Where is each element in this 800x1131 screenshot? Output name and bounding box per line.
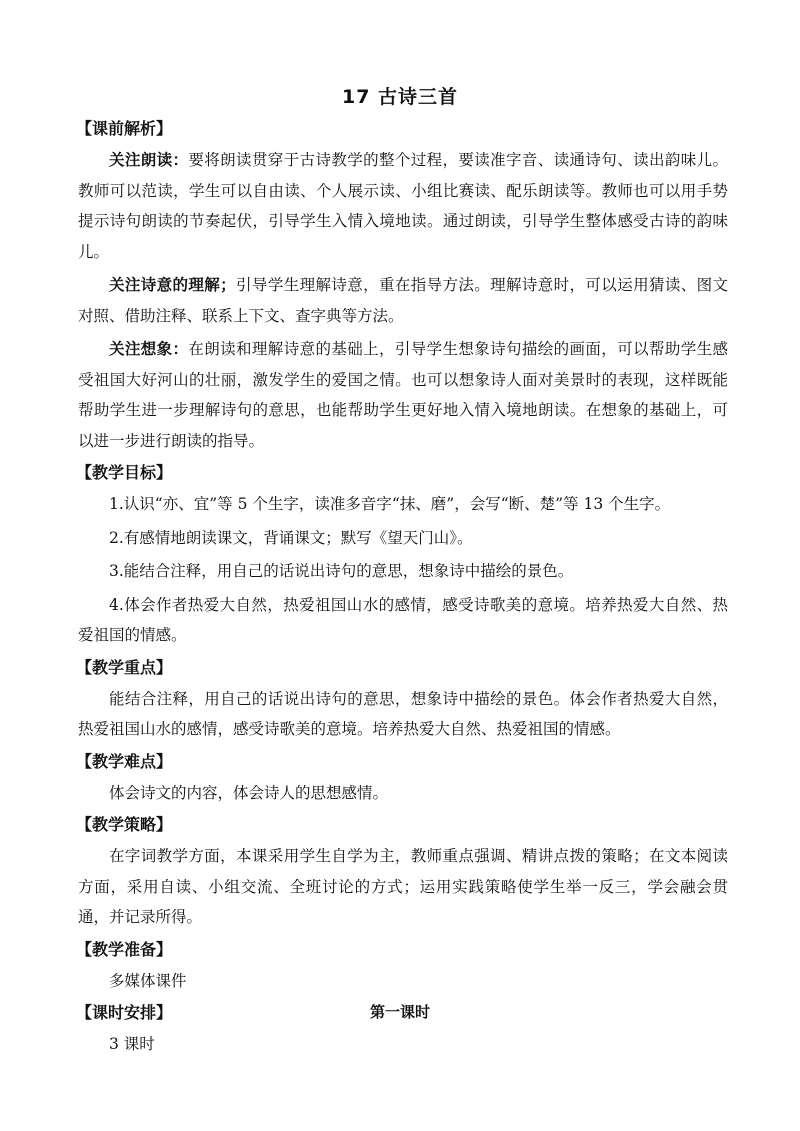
document-body xyxy=(78,115,728,1063)
section-heading-schedule: 【课时安排】 xyxy=(76,1003,173,1022)
section-heading-goals: 【教学目标】 xyxy=(76,463,173,482)
paragraph-text: 在朗读和理解诗意的基础上，引导学生想象诗句描绘的画面，可以帮助学生感受祖国大好河山的壮丽，激发学生的爱国之情。也可以想象诗人面对美景时的表现，这样既能帮助学生进一步理解诗句的意思，也能帮助学生更好地入情入境地朗读。在想象的基础上，可以进一步进行朗读的指导。 xyxy=(78,340,728,450)
paragraph-imagination xyxy=(78,334,728,456)
paragraph-lead: 关注想象： xyxy=(109,340,189,358)
section-heading-strategy: 【教学策略】 xyxy=(76,815,173,834)
section-heading-preparation: 【教学准备】 xyxy=(76,939,173,959)
paragraph-text: 引导学生理解诗意，重在指导方法。理解诗意时，可以运用猜读、图文对照、借助注释、联系上下文、查字典等方法。 xyxy=(78,276,728,325)
paragraph-reading xyxy=(78,145,728,267)
section-heading-key-points: 【教学重点】 xyxy=(76,657,173,677)
goal-item: 2.有感情地朗读课文，背诵课文；默写《望天门山》。 xyxy=(109,528,473,547)
key-points-text: 能结合注释，用自己的话说出诗句的意思，想象诗中描绘的景色。体会作者热爱大自然，热爱祖国山水的感情，感受诗歌美的意境。培养热爱大自然、热爱祖国的情感。 xyxy=(78,689,728,738)
difficulties-text: 体会诗文的内容，体会诗人的思想感情。 xyxy=(109,783,389,802)
section-heading-pre-analysis: 【课前解析】 xyxy=(76,119,173,138)
goal-item: 1.认识“亦、宜”等 5 个生字，读准多音字“抹、磨”，会写“断、楚”等 13 个生字。 xyxy=(109,495,671,513)
section-heading-difficulties: 【教学难点】 xyxy=(76,751,173,771)
page-title: 17 古诗三首 xyxy=(341,86,459,108)
goal-item: 3.能结合注释，用自己的话说出诗句的意思，想象诗中描绘的景色。 xyxy=(109,562,574,580)
paragraph-lead: 关注诗意的理解； xyxy=(109,276,236,294)
paragraph-meaning xyxy=(78,270,728,331)
goal-item: 4.体会作者热爱大自然，热爱祖国山水的感情，感受诗歌美的意境。培养热爱大自然、热爱祖国的情感。 xyxy=(78,595,728,644)
paragraph-text: 要将朗读贯穿于古诗教学的整个过程，要读准字音、读通诗句、读出韵味儿。教师可以范读，学生可以自由读、个人展示读、小组比赛读、配乐朗读等。教师也可以用手势提示诗句朗读的节奏起伏，引导学生入情入境地读。通过朗读，引导学生整体感受古诗的韵味儿。 xyxy=(78,151,728,261)
schedule-text: 3 课时 xyxy=(109,1035,155,1053)
lesson-subtitle: 第一课时 xyxy=(369,1003,430,1021)
paragraph-lead: 关注朗读： xyxy=(109,151,189,169)
strategy-text: 在字词教学方面，本课采用学生自学为主，教师重点强调、精讲点拨的策略；在文本阅读方面，采用自读、小组交流、全班讨论的方式；运用实践策略使学生举一反三，学会融会贯通，并记录所得。 xyxy=(78,847,728,926)
preparation-text: 多媒体课件 xyxy=(109,971,187,990)
